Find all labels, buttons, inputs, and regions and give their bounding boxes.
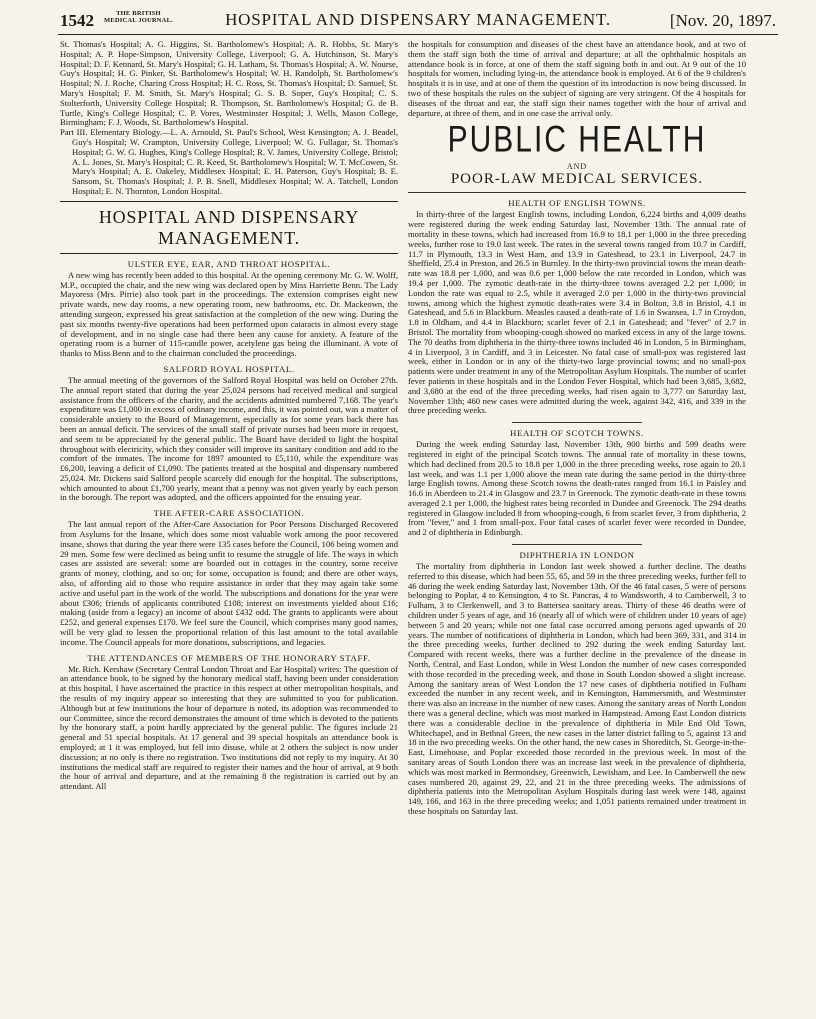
aftercare-article: The last annual report of the After-Care Association for Poor Persons Discharged Recovered from Asylums for the Insane, which does some most valuable work among the poor recovered insane, shows that during the year there were 135 cases before the Council, 106 being women and 29 men. Some few were declined as being unfit to resume the struggle of life. The ways in which cases are assisted are several: some are boarded out in cottages in the country, some receive grants of money, clothing, and so on; for some, occupation is found; and there are other ways, also, of affording aid to those who require assistance in order that they may again take some active and useful part in the work of the world. The subscriptions and donations for the year were about £306; friends of applicants contributed £108; interest on investments yielded about £16; making (aside from a legacy) an income of about £432 odd. The grants to applicants were about £252, and general expenses £170. We feel sure the Council, which comprises many good names, will be very glad to lessen the proportional relation of this last amount to the total available income. The Council appeals for more donations, subscriptions, and legacies. <box>60 519 398 647</box>
scotch-towns-heading: HEALTH OF SCOTCH TOWNS. <box>510 428 644 439</box>
page-number: 1542 <box>60 11 94 30</box>
exam-list-paragraph: St. Thomas's Hospital; A. G. Higgins, St. Bartholomew's Hospital; A. R. Hobbs, St. Mary's Hospital; A. P. Hope-Simpson, University College, Liverpool; G. A. Hutchinson, St. Mary's Hospital; D. F. Kennard, St. Mary's Hospital; G. H. Latham, St. Thomas's Hospital; A. W. Nourse, Guy's Hospital; H. G. Pinker, St. Bartholomew's Hospital; W. H. Randolph, St. Bartholomew's Hospital; N. J. Roche, Charing Cross Hospital; H. C. Ross, St. Thomas's Hospital; D. Samuel, St. Mary's Hospital; F. M. Smith, St. Mary's Hospital; G. S. B. Soper, Guy's Hospital; C. S. Stolterforth, University College Hospital; R. Thompson, St. Bartholomew's Hospital; G. de B. Turtle, King's College Hospital; C. P. Vores, Westminster Hospital; J. Wells, Mason College, Birmingham; F. J. Woods, St. Bartholomew's Hospital. <box>60 40 398 128</box>
diphtheria-heading: DIPHTHERIA IN LONDON <box>519 550 635 561</box>
article-divider <box>512 544 642 545</box>
right-column <box>408 40 746 1015</box>
aftercare-heading: THE AFTER-CARE ASSOCIATION. <box>153 508 305 519</box>
journal-name-line-2: MEDICAL JOURNAL. <box>104 17 173 24</box>
ulster-heading: ULSTER EYE, EAR, AND THROAT HOSPITAL. <box>127 258 331 269</box>
salford-heading: SALFORD ROYAL HOSPITAL. <box>163 363 295 374</box>
ulster-article: A new wing has recently been added to this hospital. At the opening ceremony Mr. G. W. Wolff, M.P., occupied the chair, and the new wing was declared open by Miss Harriette Benn. The Lady Mayoress (Mrs. Pirrie) also took part in the proceedings. The extension comprises eight new private wards, new day rooms, a new operating room, new bathrooms, etc. Dr. Mackeown, the attending surgeon, expressed his great satisfaction at the completion of the new wing. During the past six months twenty-five operations had been performed upon cataracts in almost every stage of development, and in no single case had there been any cause for anxiety. A feature of the operating room is a burner of 115-candle power, acetylene gas being the illuminant. A vote of thanks to Miss Benn and to the chairman concluded the proceedings. <box>60 269 398 359</box>
attendances-article: Mr. Rich. Kershaw (Secretary Central London Throat and Ear Hospital) writes: The question of an attendance book, to be signed by the honorary medical staff, having been under consideration at this hospital, I have ascertained the practice in this respect at other metropolitan hospitals, and the results of my inquiry appear so interesting that they are submitted to you for publication. Although but at few institutions the hour of departure is noted, its adoption was recommended to our Committee, since the record demonstrates the amount of time which is devoted to the patients by the honorary staff, a point hardly appreciated by the general public. The figures include 21 general and 51 special hospitals. At 17 general and 39 special hospitals an attendance book is employed; at 1 it was employed, but fell into disuse, while at 2 others the subject is now under discussion; at no only is there no registration. Two institutions did not reply to my inquiry. At 30 institutions the medical staff are required to register their names and the hour of arrival, at 9 both the hour of arrival and departure, and at the remaining 8 the registration is carried out by an attendant. All <box>60 663 398 792</box>
public-health-subtitle: POOR-LAW MEDICAL SERVICES. <box>450 171 704 188</box>
english-towns-article: In thirty-three of the largest English towns, including London, 6,224 births and 4,009 deaths were registered during the week ending Saturday last, November 13th. The annual rate of mortality in these towns, which had increased from 16.9 to 18.1 per 1,000 in the three preceding weeks, further rose to 19.0 last week. The rates in the several towns ranged from 10.7 in Cardiff, 11.7 in Plymouth, 13.3 in West Ham, and 13.9 in Gateshead, to 23.1 in Liverpool, 24.7 in Sheffield, 25.4 in Preston, and 26.5 in Burnley. In the thirty-two provincial towns the mean death-rate was 18.8 per 1,000, and was 0.6 per 1,000 below the rate recorded in London, which was 19.4 per 1,000. The zymotic death-rate in the thirty-three towns averaged 2.2 per 1,000; in London the rate was equal to 2.5, while it averaged 2.0 per 1,000 in the thirty-two provincial towns, among which the highest zymotic death-rates were 3.4 in Bolton, 3.8 in Bristol, 4.1 in Gateshead, and 5.6 in Blackburn. Measles caused a death-rate of 1.6 in Swansea, 1.7 in Croydon, 1.8 in Oldham, and 4.4 in Blackburn; scarlet fever of 2.1 in Gateshead; and "fever" of 2.7 in Bristol. The mortality from whooping-cough showed no marked excess in any of the large towns. The 70 deaths from diphtheria in the thirty-three towns included 46 in London, 5 in Birmingham, 4 in Liverpool, 3 in Cardiff, and 3 in Leicester. No fatal case of small-pox was registered last week, either in London or in any of the thirty-two large provincial towns; and no small-pox patients were under treatment in any of the Metropolitan Asylum Hospitals. The number of scarlet fever patients in these hospitals and in the London Fever Hospital, which had been 3,685, 3,682, and 3,680 at the end of the three preceding weeks, had risen again to 3,777 on Saturday last, November 13th; 460 new cases were admitted during the week, against 342, 416, and 339 in the three preceding weeks. <box>408 209 746 416</box>
journal-name-line-1: THE BRITISH <box>116 10 161 17</box>
section-title: HOSPITAL AND DISPENSARY MANAGEMENT. <box>60 201 398 254</box>
exam-list-part-three: Part III. Elementary Biology.—L. A. Arnould, St. Paul's School, West Kensington; A. J. Beadel, Guy's Hospital; W. Crampton, University College, Liverpool; W. G. Fullagar, St. Thomas's Hospital; G. W. G. Hughes, King's College Hospital; R. V. James, University College, Bristol; A. L. Jones, St. Mary's Hospital; C. R. Keed, St. Bartholomew's Hospital; W. T. McCowen, St. Mary's Hospital; A. E. Oakeley, Middlesex Hospital; E. H. Paterson, Guy's Hospital; B. E. Sansom, St. Thomas's Hospital; J. P. B. Snell, Middlesex Hospital; W. A. Tatchell, London Hospital; E. N. Thornton, London Hospital. <box>60 127 398 196</box>
section-divider <box>408 192 746 193</box>
diphtheria-article: The mortality from diphtheria in London last week showed a further decline. The deaths referred to this disease, which had been 55, 65, and 59 in the three preceding weeks, further fell to 46 during the week ending Saturday last, November 13th. Of the 46 fatal cases, 5 were of persons belonging to Poplar, 4 to Kensington, 4 to St. Pancras, 4 to Wandsworth, 4 to Camberwell, 3 to Fulham, 3 to Clerkenwell, and 3 to Battersea sanitary areas. Thirty of these 46 deaths were of children under 5 years of age, and 16 (nearly all of which were of children under 10 years of age) between 5 and 20 years; while not one fatal case occurred among persons aged upwards of 20 years. The number of notifications of diphtheria in London, which had been 369, 331, and 314 in the three preceding weeks, further declined to 292 during the week ending Saturday last. Compared with recent weeks, there was a further decline in the prevalence of the disease in North, Central, and East London, while in West London the number of new cases corresponded with those recorded in the preceding week, and those in South London showed a slight increase. Among the sanitary areas of West London the 17 new cases of diphtheria notified in Fulham exceeded the number in any recent week, and in Kensington, Hammersmith, and Westminster there was also an increase in the number of new cases. Among the sanitary areas of North London there was a general decline, which was most marked in Hampstead. Among East London districts there was a considerable decline in the prevalence of diphtheria in Mile End Old Town, Whitechapel, and in Bethnal Green, the new cases in the latter district falling to 5, against 13 and 18 in the two preceding weeks. On the other hand, the new cases in Shoreditch, St. George-in-the-East, Limehouse, and Poplar exceeded those recorded in the previous week. In most of the sanitary areas of South London there was an increase last week in the prevalence of diphtheria, which was most marked in Bermondsey, Greenwich, Lewisham, and Lee. In Camberwell the new cases numbered 20, against 29, 22, and 21 in the three preceding weeks. The admissions of diphtheria patients into the Metropolitan Asylum Hospitals during last week were 148, against 149, 166, and 163 in the three preceding weeks; and 1,051 patients remained under treatment in these hospitals on Saturday last. <box>408 561 746 816</box>
article-divider <box>512 422 642 423</box>
page-header <box>58 8 778 35</box>
left-column <box>60 40 398 1015</box>
running-title: HOSPITAL AND DISPENSARY MANAGEMENT. <box>225 10 611 29</box>
english-towns-heading: HEALTH OF ENGLISH TOWNS. <box>508 198 646 209</box>
issue-date: [Nov. 20, 1897. <box>669 11 776 30</box>
attendances-continuation: the hospitals for consumption and diseases of the chest have an attendance book, and at two of them the staff sign both the time of arrival and departure; at all the ophthalmic hospitals an attendance book is in force, at one of them the staff signing both in and out. At 9 out of the 10 hospitals for women, including lying-in, the attendance book is employed. At 6 of the 9 children's hospitals it is in use, and at one of them the question of its introduction is now being discussed. In two of these hospitals the rules on the subject of signing are very stringent. Of the 4 hospitals for diseases of the throat and ear, the staff sign their names together with the hour of arrival and departure, at three of them, and in one case the arrival only. <box>408 40 746 118</box>
salford-article: The annual meeting of the governors of the Salford Royal Hospital was held on October 27th. The annual report stated that during the year 25,024 persons had received medical and surgical assistance from the officers of the charity, and the accidents admitted numbered 7,168. The year's expenditure was £1,000 in excess of ordinary income, and this, it was pointed out, was a matter of considerable anxiety to the Board of Management, especially as for some years back there has been an annual deficit. The services of the small staff of private nurses had been more in request, and seem to be appreciated by the general public. The Board have decided to light the hospital throughout with electricity, which they consider will improve its sanitary condition and add to the comfort of the inmates. The income for 1897 amounted to £5,110, while the expenditure was £6,200, leaving a deficit of £1,090. The patients treated at the hospital and dispensary numbered 25,024. Mr. Dickens said Salford people scarcely did enough for the hospital. The subscriptions, which amounted to about £1,700 yearly, meant that a penny was not given yearly by each person in the borough. The report was adopted, and the officers appointed for the ensuing year. <box>60 374 398 503</box>
public-health-and: AND <box>566 162 588 172</box>
public-health-title: PUBLIC HEALTH <box>447 119 707 161</box>
attendances-heading: THE ATTENDANCES OF MEMBERS OF THE HONORARY STAFF. <box>87 652 371 663</box>
scotch-towns-article: During the week ending Saturday last, November 13th, 900 births and 599 deaths were registered in eight of the principal Scotch towns. The annual rate of mortality in these towns, which had declined from 20.5 to 18.8 per 1,000 in the three preceding weeks, rose again to 20.1 last week, and was 1.1 per 1,000 above the mean rate during the same period in the thirty-three large English towns. Among these Scotch towns the death-rates ranged from 16.1 in Paisley and 16.6 in Aberdeen to 21.4 in Glasgow and 23.7 in Greenock. The zymotic death-rate in these towns averaged 2.1 per 1,000, the highest rates being recorded in Dundee and Greenock. The 294 deaths registered in Glasgow included 8 from whooping-cough, 6 from scarlet fever, 3 from diphtheria, 2 from "fever," and 1 from small-pox. Four fatal cases of scarlet fever were recorded in Dundee, and 2 of diphtheria in Edinburgh. <box>408 439 746 538</box>
